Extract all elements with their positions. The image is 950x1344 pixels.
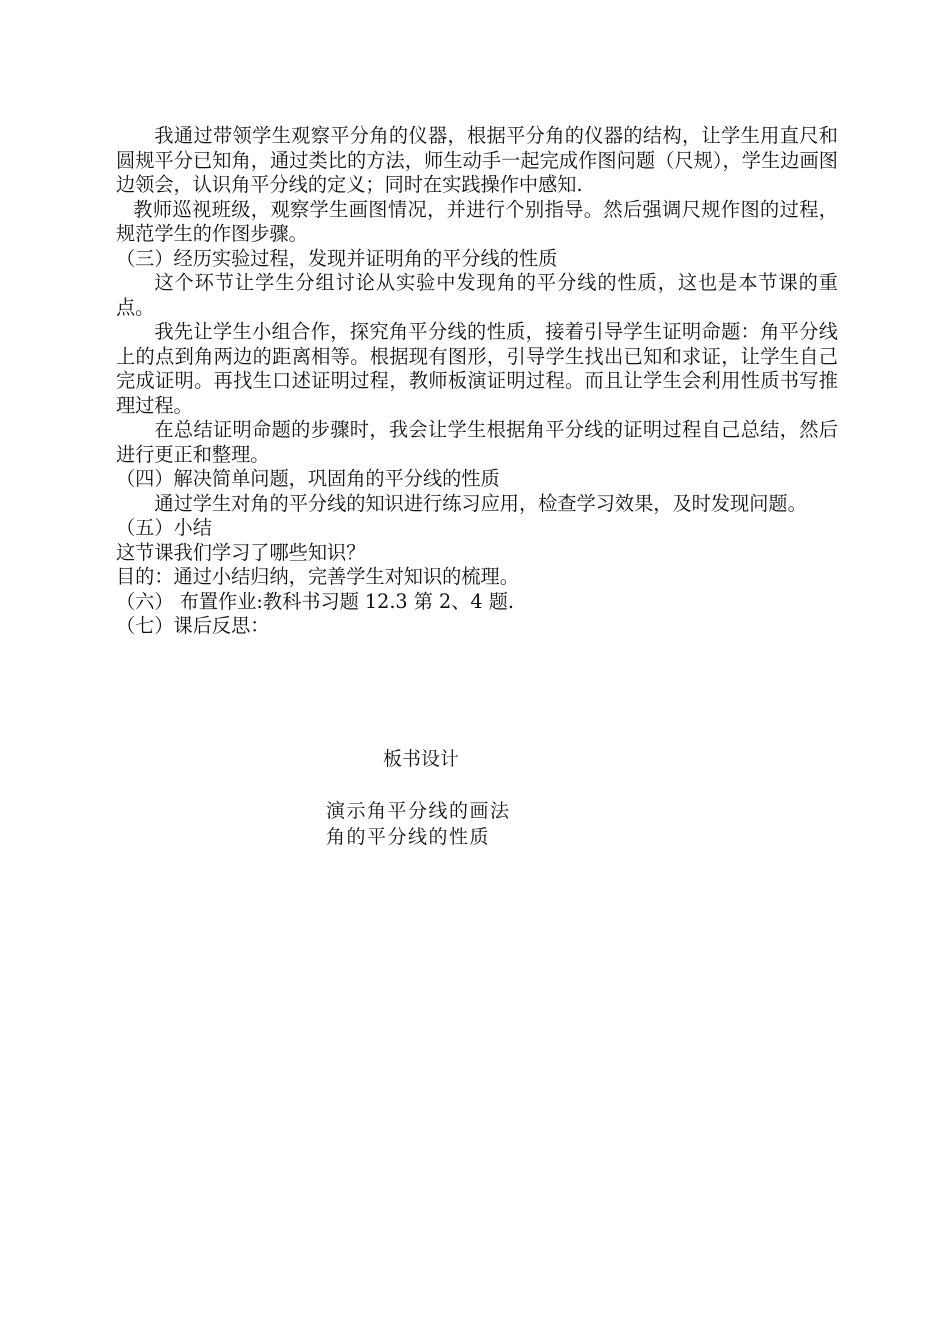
document-body (116, 124, 838, 639)
section-heading-5: （五）小结 (116, 516, 212, 539)
paragraph-practice: 通过学生对角的平分线的知识进行练习应用，检查学习效果，及时发现问题。 (154, 491, 807, 515)
paragraph-demo-method: 我通过带领学生观察平分角的仪器，根据平分角的仪器的结构，让学生用直尺和圆规平分已知角，通过类比的方法，师生动手一起完成作图问题（尺规），学生边画图边领会，认识角平分线的定义；同时在实践操作中感知. (116, 124, 838, 196)
board-line-drawing-method: 演示角平分线的画法 (326, 800, 511, 822)
board-design-lines (326, 798, 511, 850)
section-heading-6: （六） 布置作业:教科书习题 12.3 第 2、4 题. (116, 589, 515, 613)
paragraph-summary-steps: 在总结证明命题的步骤时，我会让学生根据角平分线的证明过程自己总结，然后进行更正和整理。 (116, 418, 838, 466)
paragraph-summary-question: 这节课我们学习了哪些知识？ (116, 540, 366, 564)
paragraph-proof-guidance: 我先让学生小组合作，探究角平分线的性质，接着引导学生证明命题：角平分线上的点到角两边的距离相等。根据现有图形，引导学生找出已知和求证，让学生自己完成证明。再找生口述证明过程，教师板演证明过程。而且让学生会利用性质书写推理过程。 (116, 320, 838, 417)
section-heading-7: （七）课后反思： (116, 614, 270, 637)
board-design-title: 板书设计 (383, 748, 460, 770)
board-line-property: 角的平分线的性质 (326, 826, 491, 848)
paragraph-teacher-guidance: 教师巡视班级，观察学生画图情况，并进行个别指导。然后强调尺规作图的过程，规范学生的作图步骤。 (116, 197, 838, 245)
paragraph-group-discussion: 这个环节让学生分组讨论从实验中发现角的平分线的性质，这也是本节课的重点。 (116, 271, 838, 319)
section-heading-3: （三）经历实验过程，发现并证明角的平分线的性质 (116, 246, 558, 270)
section-heading-4: （四）解决简单问题，巩固角的平分线的性质 (116, 467, 500, 490)
paragraph-summary-purpose: 目的：通过小结归纳，完善学生对知识的梳理。 (116, 565, 519, 588)
